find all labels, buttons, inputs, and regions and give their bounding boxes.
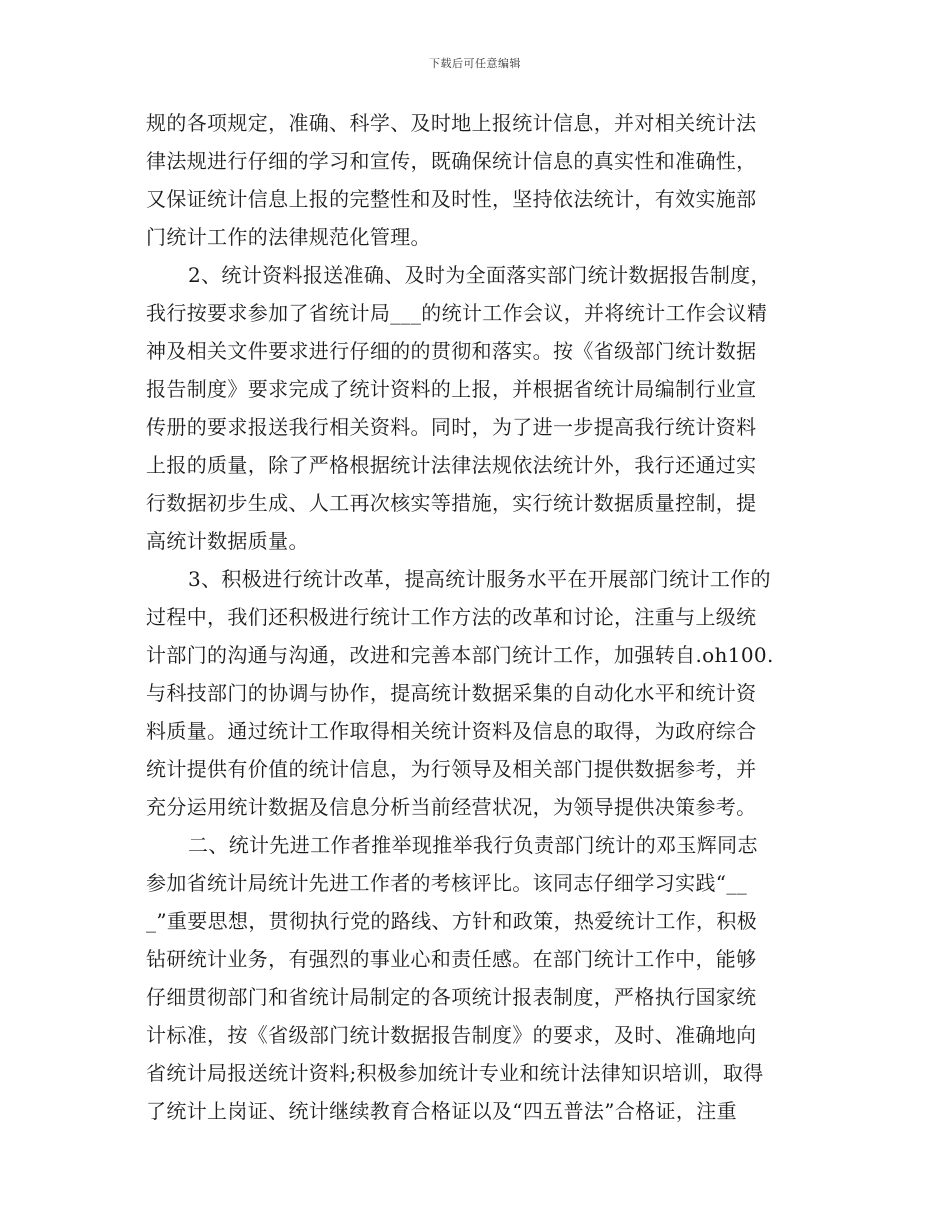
text-line: 省统计局报送统计资料;积极参加统计专业和统计法律知识培训，取得 (146, 1061, 764, 1085)
text-line: 我行按要求参加了省统计局___的统计工作会议，并将统计工作会议精 (146, 301, 768, 325)
text-line: 仔细贯彻部门和省统计局制定的各项统计报表制度，严格执行国家统 (146, 985, 757, 1009)
text-line: 了统计上岗证、统计继续教育合格证以及“四五普法”合格证，注重 (146, 1099, 737, 1123)
text-line: 门统计工作的法律规范化管理。 (146, 225, 431, 249)
text-line: 行数据初步生成、人工再次核实等措施，实行统计数据质量控制，提 (146, 491, 757, 515)
text-line: 二、统计先进工作者推举现推举我行负责部门统计的邓玉辉同志 (188, 833, 758, 857)
text-line: 规的各项规定，准确、科学、及时地上报统计信息，并对相关统计法 (146, 111, 757, 135)
paragraph-2 (146, 256, 806, 560)
text-line: 料质量。通过统计工作取得相关统计资料及信息的取得，为政府综合 (146, 719, 757, 743)
text-line: 与科技部门的协调与协作，提高统计数据采集的自动化水平和统计资 (146, 681, 757, 705)
text-line: 统计提供有价值的统计信息，为行领导及相关部门提供数据参考，并 (146, 757, 757, 781)
page-header: 下载后可任意编辑 (429, 57, 521, 70)
document-body (146, 104, 806, 1130)
text-line: 报告制度》要求完成了统计资料的上报，并根据省统计局编制行业宣 (146, 377, 757, 401)
text-line: 充分运用统计数据及信息分析当前经营状况，为领导提供决策参考。 (146, 795, 757, 819)
text-line: 传册的要求报送我行相关资料。同时，为了进一步提高我行统计资料 (146, 415, 757, 439)
text-line: 2、统计资料报送准确、及时为全面落实部门统计数据报告制度， (188, 263, 771, 287)
text-line: 3、积极进行统计改革，提高统计服务水平在开展部门统计工作的 (188, 567, 771, 591)
paragraph-3 (146, 560, 806, 826)
text-line: 计标准，按《省级部门统计数据报告制度》的要求，及时、准确地向 (146, 1023, 757, 1047)
text-line: 律法规进行仔细的学习和宣传，既确保统计信息的真实性和准确性， (146, 149, 757, 173)
paragraph-1 (146, 104, 806, 256)
text-line: 计部门的沟通与沟通，改进和完善本部门统计工作，加强转自.oh100. (146, 643, 774, 667)
text-line: _”重要思想，贯彻执行党的路线、方针和政策，热爱统计工作，积极 (146, 909, 758, 933)
text-line: 高统计数据质量。 (146, 529, 309, 553)
text-line: 上报的质量，除了严格根据统计法律法规依法统计外，我行还通过实 (146, 453, 757, 477)
text-line: 参加省统计局统计先进工作者的考核评比。该同志仔细学习实践“__ (146, 871, 748, 895)
text-line: 又保证统计信息上报的完整性和及时性，坚持依法统计，有效实施部 (146, 187, 757, 211)
text-line: 钻研统计业务，有强烈的事业心和责任感。在部门统计工作中，能够 (146, 947, 757, 971)
paragraph-4 (146, 826, 806, 1130)
text-line: 过程中，我们还积极进行统计工作方法的改革和讨论，注重与上级统 (146, 605, 757, 629)
text-line: 神及相关文件要求进行仔细的的贯彻和落实。按《省级部门统计数据 (146, 339, 757, 363)
